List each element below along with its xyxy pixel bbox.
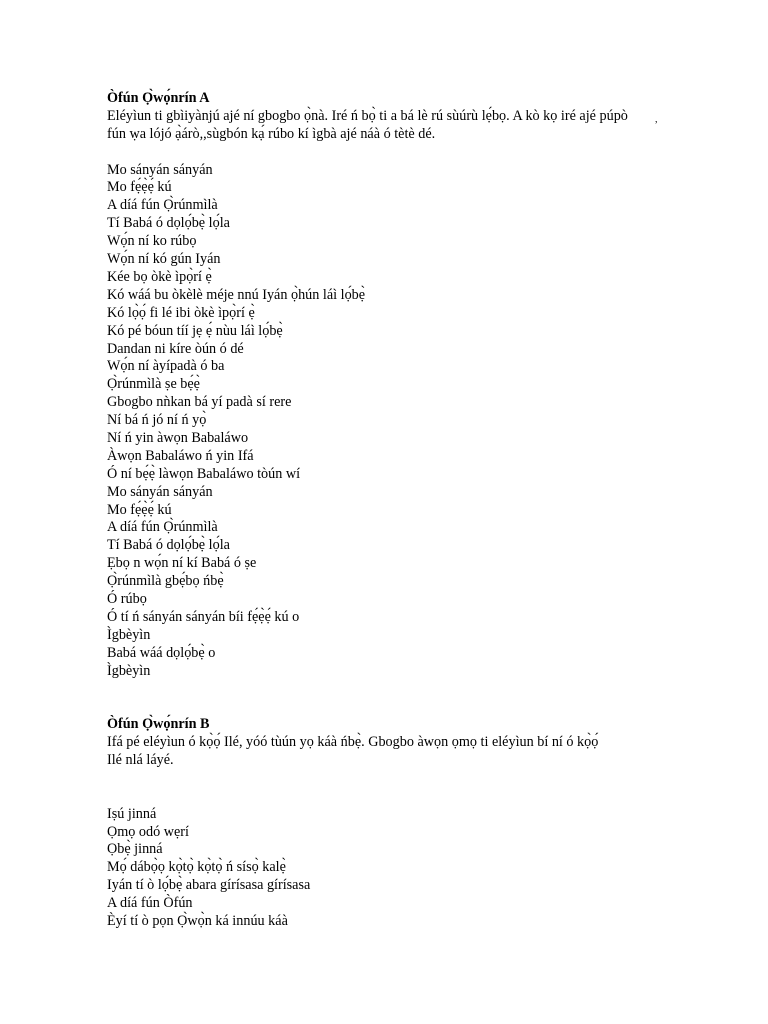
spacer <box>107 788 647 806</box>
verse-line: Mo sányán sányán <box>107 483 213 500</box>
verse-line: A díá fún Ọ̀rúnmìlà <box>107 197 218 214</box>
verse-line: Kó lọ̀ọ́ fi lé ibi òkè ìpọ̀rí ẹ̀ <box>107 304 255 321</box>
spacer <box>107 698 647 716</box>
verse-line: Kó pé bóun tíí jẹ ẹ́ nùu láì lọ́bẹ̀ <box>107 322 283 339</box>
verse-line: Mo fẹ́ẹ̀ẹ́ kú <box>107 501 172 518</box>
section-a-intro: Eléyìun ti gbìiyànjú ajé ní gbogbo ọ̀nà. Iré ń bọ̀ ti a bá lè rú sùúrù lẹ́bọ. A kò kọ iré ajé púpò fún ẉa lójó ạ̀árò,,sùgbón kạ́ rúbo kí ìgbà ajé náà ó tètè dé. <box>107 107 628 142</box>
verse-line: Mọ́ dábọ̀ọ kọ̀tọ̀ kọ̀tọ̀ ń sísọ̀ kalẹ̀ <box>107 859 286 876</box>
verse-line: Wọ́n ní àyípadà ó ba <box>107 358 225 375</box>
verse-line: Ní bá ń jó ní ń yọ̀ <box>107 412 207 429</box>
verse-line: Ẹbọ n wọ́n ní kí Babá ó ṣe <box>107 555 257 572</box>
verse-line: Ọbẹ̀ jinná <box>107 841 163 858</box>
spacer <box>107 680 647 698</box>
verse-line: Ó rúbọ <box>107 590 147 607</box>
verse-line: Ìgbèyìn <box>107 626 151 643</box>
section-b-intro <box>107 734 647 770</box>
verse-line: Ọ̀rúnmìlà gbẹ́bọ ńbẹ̀ <box>107 573 224 590</box>
verse-line: Iyán tí ò lọ́bẹ̀ abara gírísasa gírísasa <box>107 877 311 894</box>
intro-line: Ifá pé eléyìun ó kọ̀ọ́ Ilé, yóó tùún yọ káà ńbẹ̀. Gbogbo àwọn ọmọ ti eléyìun bí ní ó kọ̀ọ́ <box>107 734 599 751</box>
document-page <box>107 90 647 931</box>
section-a-verses <box>107 162 647 681</box>
verse-line: Kée bọ òkè ìpọ̀rí ẹ̀ <box>107 268 212 285</box>
section-b-heading: Òfún Ọ̀wọ́nrín B <box>107 716 210 733</box>
intro-line: Ilé nlá láyé. <box>107 751 174 768</box>
verse-line: Tí Babá ó dọlọ́bẹ̀ lọ́la <box>107 215 230 232</box>
section-b-verses <box>107 806 647 931</box>
stray-comma-mark: , <box>655 114 658 125</box>
verse-line: Èyí tí ò pọn Ọ̀wọ̀n ká innúu káà <box>107 913 288 929</box>
verse-line: Kó wáá bu òkèlè méje nnú Iyán ọ̀hún láì lọ́bẹ̀ <box>107 286 366 303</box>
verse-line: Mo fẹ́ẹ̀ẹ́ kú <box>107 179 172 196</box>
verse-line: Ọmọ odó wẹrí <box>107 823 189 840</box>
verse-line: Gbogbo nǹkan bá yí padà sí rere <box>107 394 292 411</box>
verse-line: Ìgbèyìn <box>107 662 151 679</box>
verse-line: Ó tí ń sányán sányán bíi fẹ́ẹ̀ẹ́ kú o <box>107 608 300 625</box>
verse-line: A díá fún Ọ̀rúnmìlà <box>107 519 218 536</box>
verse-line: Wọ́n ní ko rúbọ <box>107 233 197 250</box>
verse-line: Dandan ni kíre òún ó dé <box>107 340 244 357</box>
verse-line: Wọ́n ní kó gún Iyán <box>107 251 221 268</box>
spacer <box>107 144 647 162</box>
verse-line: Ó ní bẹ́ẹ̀ làwọn Babaláwo tòún wí <box>107 465 301 482</box>
spacer <box>107 770 647 788</box>
verse-line: Iṣú jinná <box>107 805 157 822</box>
verse-line: Ọ̀rúnmìlà ṣe bẹ́ẹ̀ <box>107 376 200 393</box>
section-a-heading: Òfún Ọ̀wọ́nrín A <box>107 90 210 106</box>
verse-line: Mo sányán sányán <box>107 161 213 178</box>
verse-line: Àwọn Babaláwo ń yin Ifá <box>107 447 254 464</box>
verse-line: A díá fún Òfún <box>107 895 193 912</box>
verse-line: Babá wáá dọlọ́bẹ̀ o <box>107 644 216 661</box>
verse-line: Ní ń yin àwọn Babaláwo <box>107 429 249 446</box>
verse-line: Tí Babá ó dọlọ́bẹ̀ lọ́la <box>107 537 230 554</box>
